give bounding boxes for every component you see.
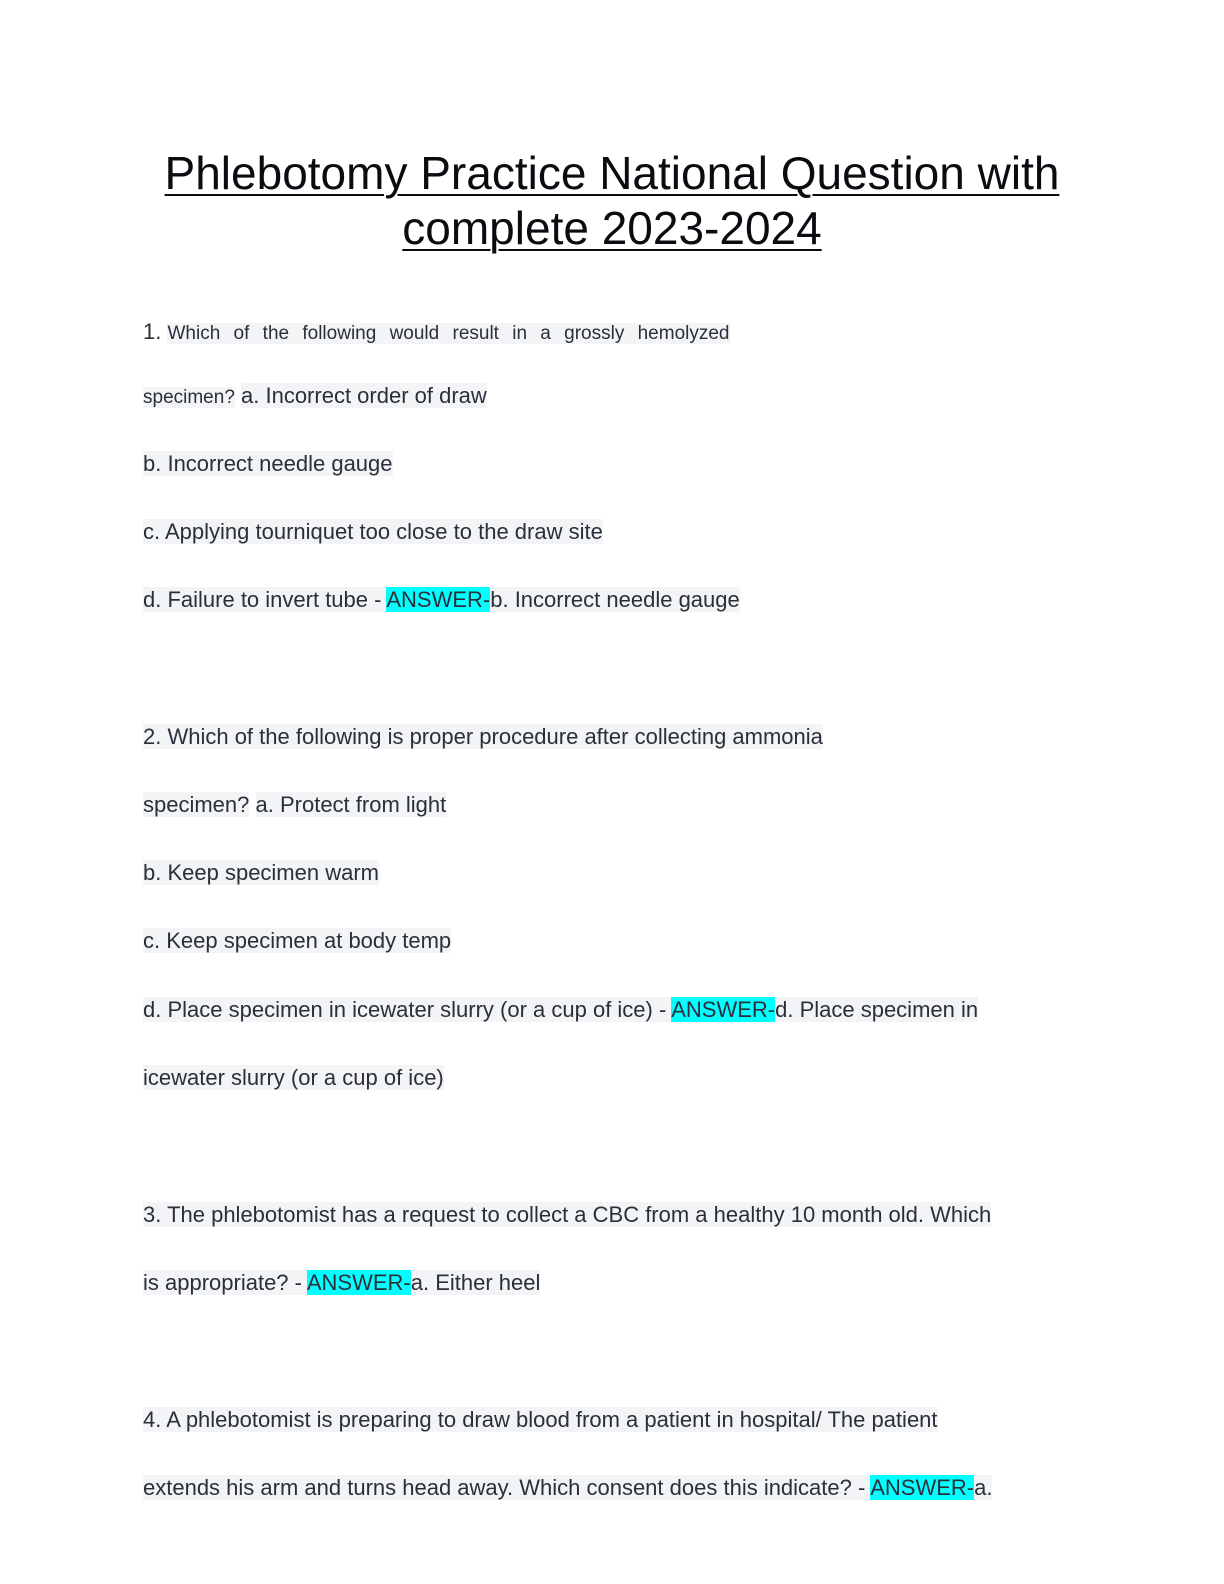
q1-answer-label: ANSWER- bbox=[386, 587, 491, 612]
q1-answer-text: b. Incorrect needle gauge bbox=[490, 587, 740, 612]
q3-answer-text: a. Either heel bbox=[410, 1270, 541, 1295]
q2-answer-label: ANSWER- bbox=[671, 997, 776, 1022]
q2-stem-end: specimen? bbox=[143, 792, 250, 817]
q2-option-d: d. Place specimen in icewater slurry (or a cup of ice) - bbox=[143, 997, 672, 1022]
q2-answer-line-2 bbox=[143, 1064, 444, 1092]
q1-option-a: a. Incorrect order of draw bbox=[241, 383, 487, 408]
q4-answer-label: ANSWER- bbox=[870, 1475, 975, 1500]
q2-stem-text: 2. Which of the following is proper procedure after collecting ammonia bbox=[143, 724, 823, 749]
q3-stem-line-2 bbox=[143, 1269, 540, 1297]
q1-option-b-line bbox=[143, 450, 393, 478]
q4-answer-text: a. bbox=[974, 1475, 993, 1500]
document-title bbox=[0, 146, 1224, 256]
q4-stem-line-1 bbox=[143, 1406, 938, 1434]
q2-option-a: a. Protect from light bbox=[255, 792, 447, 817]
q1-option-c-line bbox=[143, 518, 603, 546]
q1-option-b: b. Incorrect needle gauge bbox=[143, 451, 393, 476]
q2-option-c: c. Keep specimen at body temp bbox=[143, 928, 452, 953]
q3-stem-end: is appropriate? - bbox=[143, 1270, 307, 1295]
q3-answer-label: ANSWER- bbox=[306, 1270, 411, 1295]
q3-stem-text: 3. The phlebotomist has a request to collect a CBC from a healthy 10 month old. Which bbox=[143, 1202, 992, 1227]
title-line-1: Phlebotomy Practice National Question with bbox=[164, 147, 1060, 199]
q2-stem-line-2 bbox=[143, 791, 446, 819]
q1-option-d: d. Failure to invert tube - bbox=[143, 587, 387, 612]
q1-stem-line-2 bbox=[143, 382, 487, 412]
q1-option-d-line bbox=[143, 586, 740, 614]
q4-stem-end: extends his arm and turns head away. Which consent does this indicate? - bbox=[143, 1475, 871, 1500]
q1-stem-line-1 bbox=[143, 318, 730, 348]
q2-option-b-line bbox=[143, 859, 379, 887]
q4-stem-text: 4. A phlebotomist is preparing to draw blood from a patient in hospital/ The patient bbox=[143, 1407, 938, 1432]
q4-stem-line-2 bbox=[143, 1474, 992, 1502]
q2-option-c-line bbox=[143, 927, 451, 955]
title-line-2: complete 2023-2024 bbox=[402, 202, 822, 254]
q1-stem-text: Which of the following would result in a grossly hemolyzed bbox=[167, 323, 730, 344]
q1-option-c: c. Applying tourniquet too close to the draw site bbox=[143, 519, 603, 544]
q2-answer-text-1: d. Place specimen in bbox=[775, 997, 979, 1022]
q3-stem-line-1 bbox=[143, 1201, 991, 1229]
q1-number: 1. bbox=[143, 319, 162, 344]
q2-option-d-line bbox=[143, 996, 978, 1024]
q2-answer-text-2: icewater slurry (or a cup of ice) bbox=[143, 1065, 444, 1090]
q2-stem-line-1 bbox=[143, 723, 823, 751]
q2-option-b: b. Keep specimen warm bbox=[143, 860, 379, 885]
q1-stem-end: specimen? bbox=[143, 387, 235, 408]
